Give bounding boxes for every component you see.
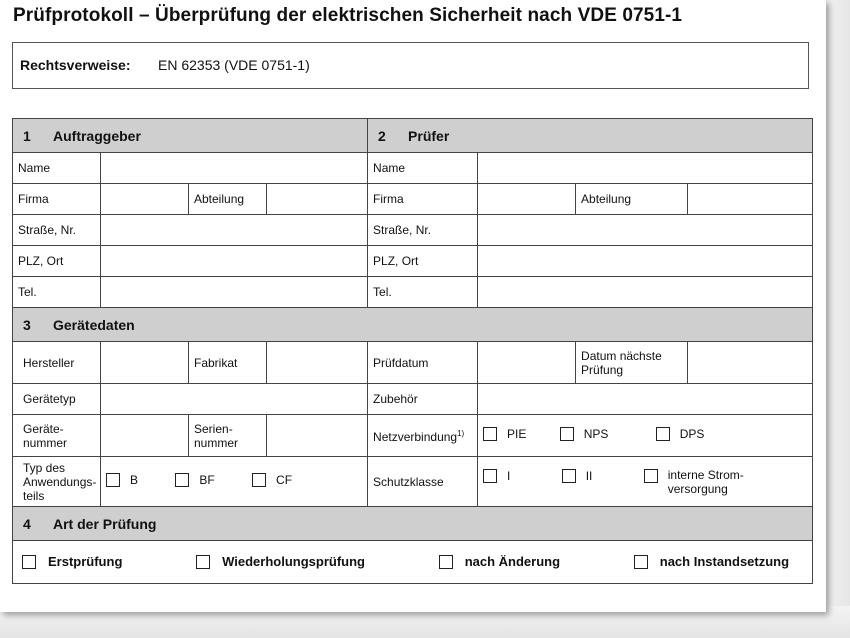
hersteller-field[interactable] (101, 342, 189, 384)
pruefer-firma-field[interactable] (478, 184, 576, 215)
form-row (13, 215, 813, 246)
auftraggeber-abteilung-field[interactable] (267, 184, 368, 215)
netzverbindung-options (478, 415, 813, 457)
document-title: Prüfprotokoll – Überprüfung der elektrischen Sicherheit nach VDE 0751-1 (13, 5, 683, 26)
form-row (13, 457, 813, 507)
checkbox-box[interactable] (483, 469, 497, 483)
typ-options (101, 457, 368, 507)
section-3-title: Gerätedaten (53, 316, 135, 333)
field-label: Prüfdatum (368, 342, 478, 384)
form-row (13, 184, 813, 215)
geraetenummer-field[interactable] (101, 415, 189, 457)
pruefer-strasse-field[interactable] (478, 215, 813, 246)
section-1-title: Auftraggeber (53, 127, 141, 144)
checkbox-dps[interactable]: DPS (656, 427, 705, 441)
field-label: Hersteller (13, 342, 101, 384)
checkbox-box[interactable] (560, 427, 574, 441)
section-2-header: 2 Prüfer (368, 119, 813, 153)
checkbox-bf[interactable]: BF (175, 473, 214, 487)
pruefdatum-field[interactable] (478, 342, 576, 384)
pruefer-plz-field[interactable] (478, 246, 813, 277)
legal-label: Rechtsverweise: (20, 57, 131, 73)
checkbox-klasse-ii[interactable]: II (562, 469, 593, 483)
checkbox-nach-instandsetzung[interactable]: nach Instandsetzung (634, 555, 789, 569)
fabrikat-field[interactable] (267, 342, 368, 384)
form-row (13, 415, 813, 457)
field-label: Geräte-nummer (13, 415, 101, 457)
field-label: Gerätetyp (13, 384, 101, 415)
checkbox-box[interactable] (483, 427, 497, 441)
auftraggeber-plz-field[interactable] (101, 246, 368, 277)
checkbox-nps[interactable]: NPS (560, 427, 609, 441)
field-label: Straße, Nr. (13, 215, 101, 246)
form-row (13, 246, 813, 277)
section-3-header: 3 Gerätedaten (13, 308, 813, 342)
auftraggeber-strasse-field[interactable] (101, 215, 368, 246)
section-header-row (13, 507, 813, 541)
field-label: Schutzklasse (368, 457, 478, 507)
field-label: Fabrikat (189, 342, 267, 384)
checkbox-erstpruefung[interactable]: Erstprüfung (22, 555, 122, 569)
netzverbindung-label: Netzverbindung$^{1)}$ (368, 415, 478, 457)
schutzklasse-options (478, 457, 813, 507)
section-header-row (13, 308, 813, 342)
auftraggeber-firma-field[interactable] (101, 184, 189, 215)
section-4-header: 4 Art der Prüfung (13, 507, 813, 541)
field-label: Firma (13, 184, 101, 215)
legal-value: EN 62353 (VDE 0751-1) (158, 57, 310, 73)
form-row (13, 384, 813, 415)
field-label: PLZ, Ort (13, 246, 101, 277)
checkbox-cf[interactable]: CF (252, 473, 292, 487)
field-label: Firma (368, 184, 478, 215)
field-label: Name (13, 153, 101, 184)
checkbox-klasse-i[interactable]: I (483, 469, 510, 483)
checkbox-box[interactable] (196, 555, 210, 569)
checkbox-box[interactable] (252, 473, 266, 487)
section-2-title: Prüfer (408, 127, 450, 144)
checkbox-box[interactable] (562, 469, 576, 483)
checkbox-wiederholungspruefung[interactable]: Wiederholungsprüfung (196, 555, 365, 569)
field-label: Name (368, 153, 478, 184)
field-label: Tel. (368, 277, 478, 308)
field-label: Typ des Anwendungs-teils (13, 457, 101, 507)
checkbox-interne-stromversorgung[interactable]: interne Strom-versorgung (644, 468, 758, 496)
form-row (13, 541, 813, 584)
checkbox-pie[interactable]: PIE (483, 427, 526, 441)
protocol-form (12, 118, 813, 584)
field-label: Zubehör (368, 384, 478, 415)
checkbox-box[interactable] (634, 555, 648, 569)
checkbox-box[interactable] (22, 555, 36, 569)
checkbox-nach-aenderung[interactable]: nach Änderung (439, 555, 560, 569)
legal-box (12, 42, 809, 89)
field-label: Tel. (13, 277, 101, 308)
field-label: PLZ, Ort (368, 246, 478, 277)
form-row (13, 153, 813, 184)
seriennummer-field[interactable] (267, 415, 368, 457)
field-label: Abteilung (189, 184, 267, 215)
checkbox-box[interactable] (644, 469, 658, 483)
section-header-row (13, 119, 813, 153)
form-row (13, 342, 813, 384)
field-label: Abteilung (576, 184, 688, 215)
zubehoer-field[interactable] (478, 384, 813, 415)
auftraggeber-name-field[interactable] (101, 153, 368, 184)
section-4-title: Art der Prüfung (53, 515, 157, 532)
checkbox-b[interactable]: B (106, 473, 138, 487)
pruefer-tel-field[interactable] (478, 277, 813, 308)
checkbox-box[interactable] (175, 473, 189, 487)
checkbox-box[interactable] (656, 427, 670, 441)
section-1-header: 1 Auftraggeber (13, 119, 368, 153)
geraetetyp-field[interactable] (101, 384, 368, 415)
naechste-pruefung-field[interactable] (688, 342, 813, 384)
field-label: Serien-nummer (189, 415, 267, 457)
form-row (13, 277, 813, 308)
pruefer-abteilung-field[interactable] (688, 184, 813, 215)
auftraggeber-tel-field[interactable] (101, 277, 368, 308)
pruefer-name-field[interactable] (478, 153, 813, 184)
pruefung-options (13, 541, 813, 584)
field-label: Straße, Nr. (368, 215, 478, 246)
field-label: Datum nächste Prüfung (576, 342, 688, 384)
checkbox-box[interactable] (106, 473, 120, 487)
checkbox-box[interactable] (439, 555, 453, 569)
